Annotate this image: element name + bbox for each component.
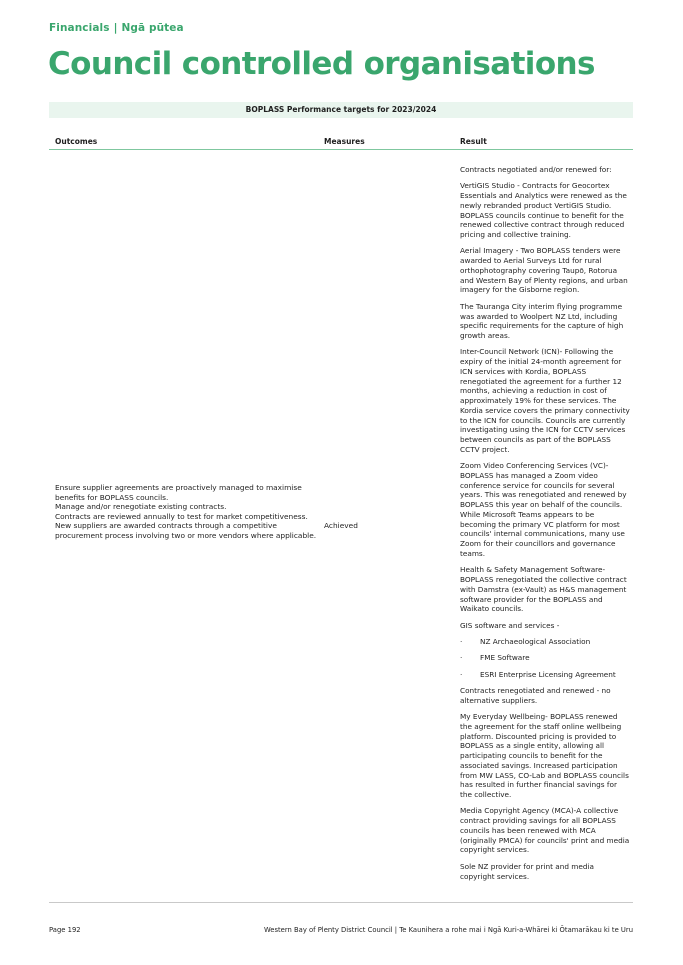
page-title: Council controlled organisations <box>48 46 595 82</box>
result-zoom: Zoom Video Conferencing Services (VC)- BOPLASS has managed a Zoom video conference service for councils for several years. This was renegotiated and renewed by BOPLASS this year on behalf of the councils. While Microsoft Teams appears to be becoming the primary VC platform for most councils' internal communications, many use Zoom for their councillors and governance teams. <box>460 461 627 558</box>
result-icn: Inter-Council Network (ICN)- Following the expiry of the initial 24-month agreement for ICN services with Kordia, BOPLASS renegotiated the agreement for a further 12 months, achieving a reduction in cost of approximately 19% for these services. The Kordia service covers the primary connectivity to the ICN for councils. Councils are currently investigating using the ICN for CCTV services between councils as part of the BOPLASS CCTV project. <box>460 347 630 454</box>
outcome-line: Ensure supplier agreements are proactively managed to maximise benefits for BOPLASS councils. <box>55 483 302 502</box>
section-label-maori: Ngā pūtea <box>121 22 184 34</box>
result-health-safety: Health & Safety Management Software- BOPLASS renegotiated the collective contract with Damstra (ex-Vault) as H&S management software provider for the BOPLASS and Waikato councils. <box>460 565 627 614</box>
gis-list-item: · ESRI Enterprise Licensing Agreement <box>460 670 630 680</box>
column-header-outcomes: Outcomes <box>55 137 98 146</box>
table-caption: BOPLASS Performance targets for 2023/2024 <box>49 102 633 118</box>
result-sole-provider: Sole NZ provider for print and media copyright services. <box>460 861 595 881</box>
header-divider <box>49 149 633 150</box>
measure-cell: Achieved <box>324 521 358 530</box>
outcome-line: Contracts are reviewed annually to test for market competitiveness. <box>55 511 308 521</box>
section-label: Financials <box>49 22 110 34</box>
result-aerial-imagery: Aerial Imagery - Two BOPLASS tenders were awarded to Aerial Surveys Ltd for rural orthophotography covering Taupō, Rotorua and Western Bay of Plenty regions, and urban imagery for the Gisborne region. <box>460 246 628 295</box>
page-number: Page 192 <box>49 926 81 934</box>
section-breadcrumb <box>49 22 184 34</box>
column-header-measures: Measures <box>324 137 365 146</box>
result-renegotiated: Contracts renegotiated and renewed - no alternative suppliers. <box>460 686 611 705</box>
outcome-line: Manage and/or renegotiate existing contracts. <box>55 502 227 512</box>
result-tauranga-flying: The Tauranga City interim flying programme was awarded to Woolpert NZ Ltd, including specific requirements for the capture of high growth areas. <box>460 301 624 341</box>
result-wellbeing: My Everyday Wellbeing- BOPLASS renewed the agreement for the staff online wellbeing platform. Discounted pricing is provided to BOPLASS as a single entity, allowing all participating councils to benefit for the associated savings. Increased participation from MW LASS, CO-Lab and BOPLASS councils has resulted in further financial savings for the collective. <box>460 712 629 800</box>
result-gis-intro: GIS software and services - <box>460 620 560 630</box>
gis-list-item: · NZ Archaeological Association <box>460 637 630 647</box>
footer-organisation: Western Bay of Plenty District Council | Te Kaunihera a rohe mai i Ngā Kuri-a-Whārei ki Ōtamarākau ki te Uru <box>263 926 633 934</box>
outcome-line: New suppliers are awarded contracts through a competitive procurement process involving two or more vendors where applicable. <box>55 521 317 540</box>
outcome-cell <box>55 483 317 541</box>
table-bottom-rule <box>49 902 633 903</box>
breadcrumb-separator: | <box>113 22 118 34</box>
result-cell <box>460 165 630 888</box>
gis-list-item: · FME Software <box>460 653 630 663</box>
result-mca: Media Copyright Agency (MCA)-A collective contract providing savings for all BOPLASS councils has been renewed with MCA (originally PMCA) for councils' print and media copyright services. <box>460 806 630 855</box>
column-header-result: Result <box>460 137 487 146</box>
result-intro: Contracts negotiated and/or renewed for: <box>460 165 612 174</box>
result-vertigis: VertiGIS Studio - Contracts for Geocortex Essentials and Analytics were renewed as the newly rebranded product VertiGIS Studio. BOPLASS councils continue to benefit for the renewed collective contract through reduced pricing and collective training. <box>460 181 627 240</box>
